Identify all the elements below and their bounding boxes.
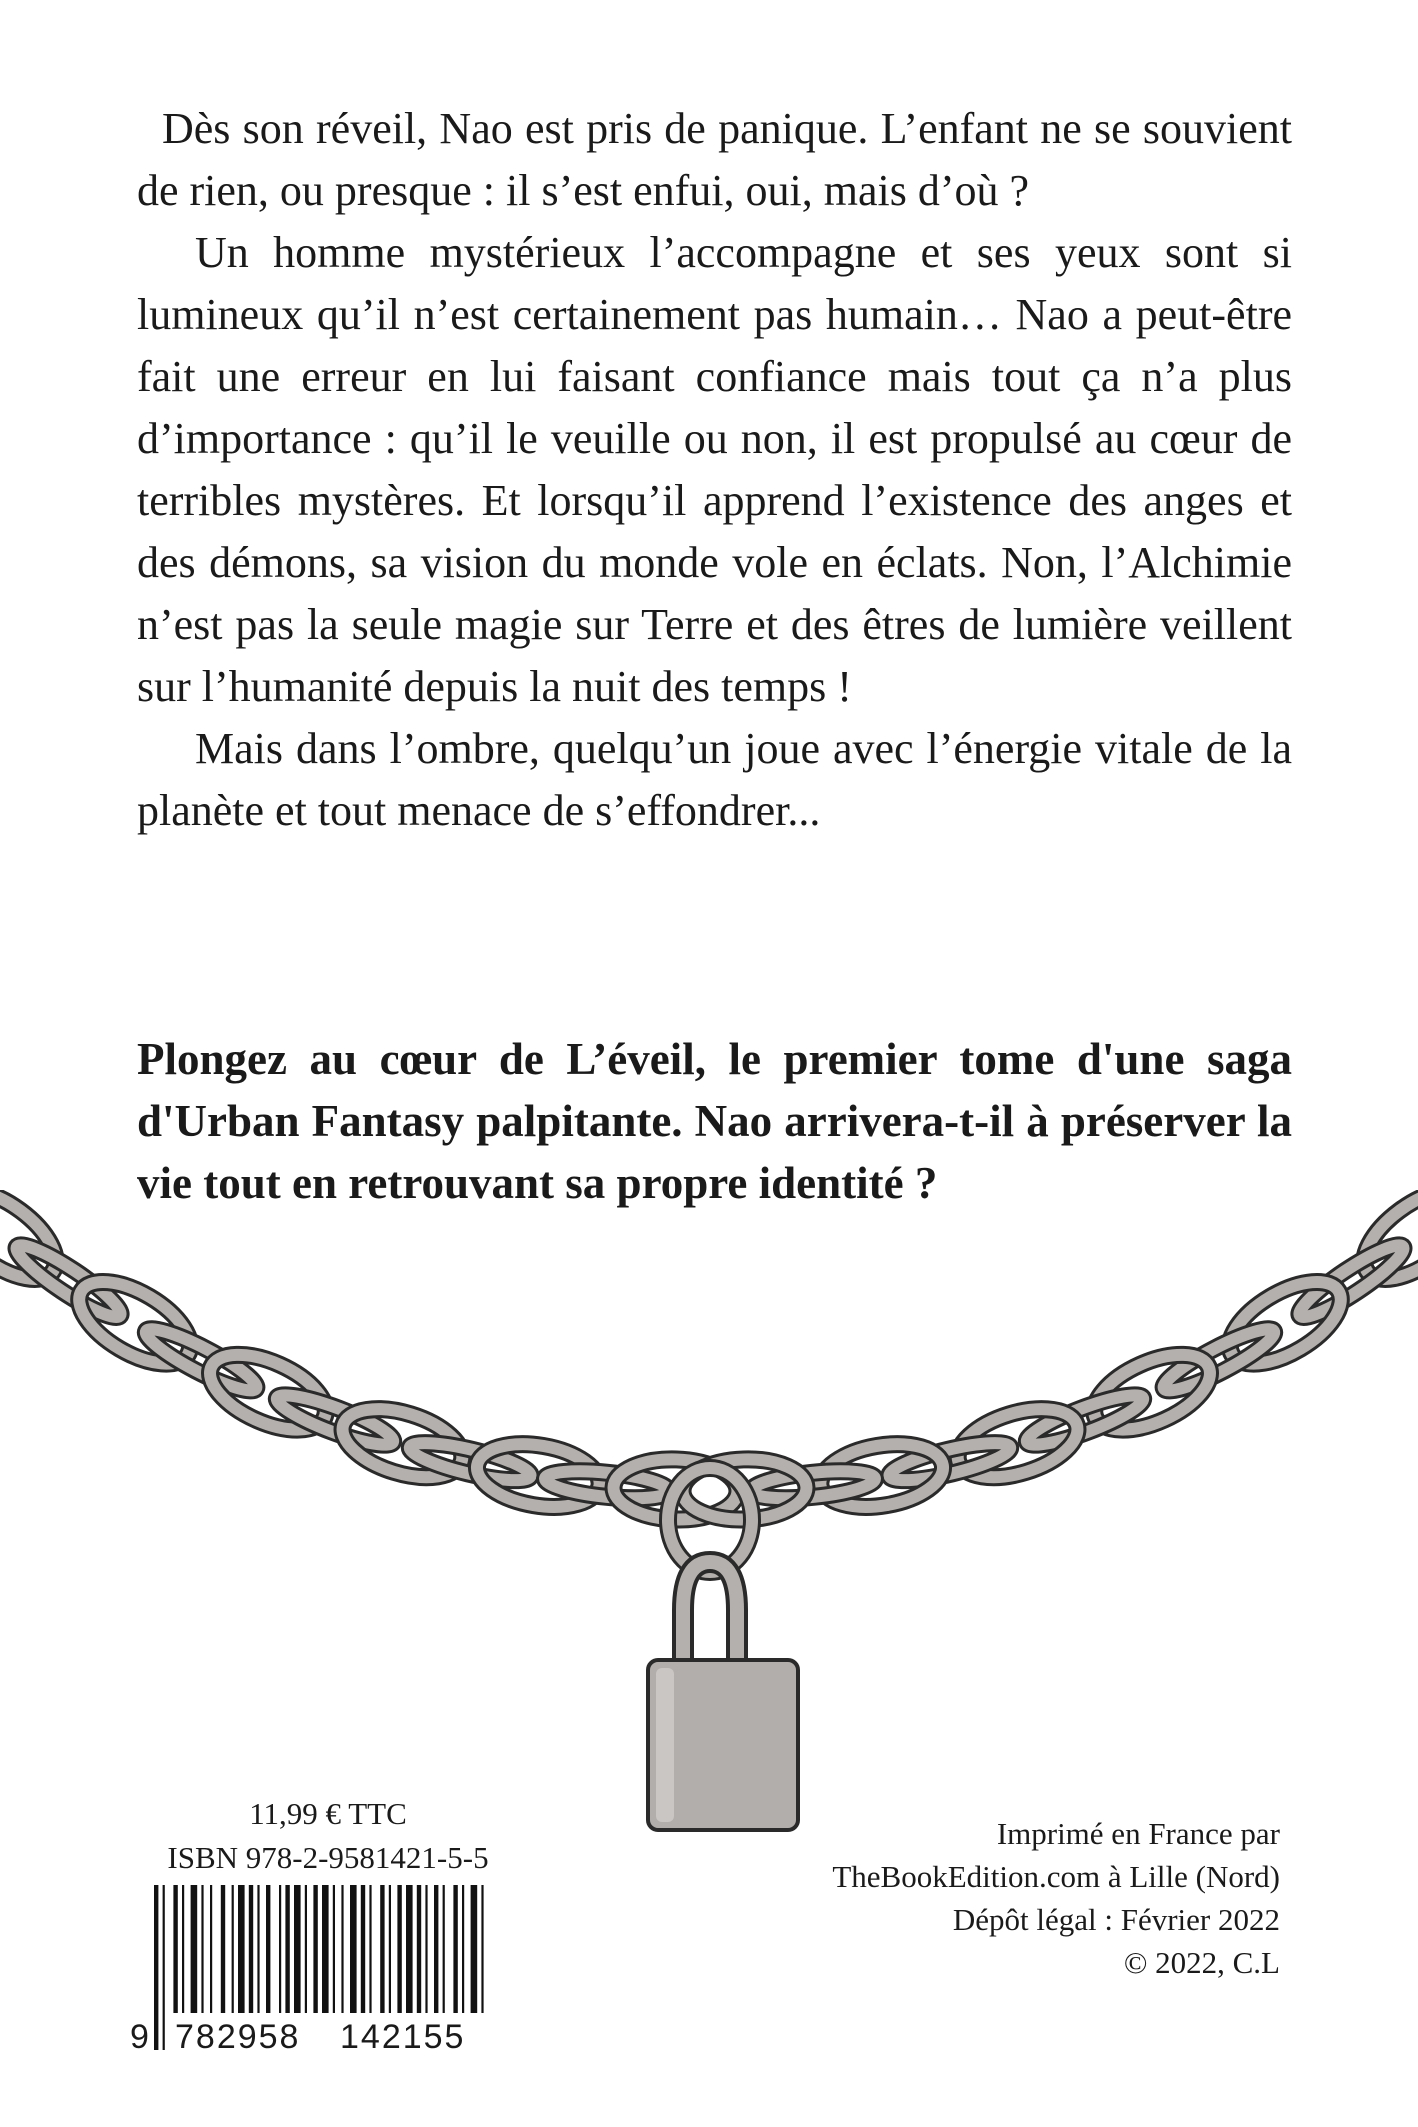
blurb-paragraph: Mais dans l’ombre, quelqu’un joue avec l’énergie vitale de la planète et tout menace de s’effondrer... <box>137 724 1292 835</box>
imprint-line: © 2022, C.L <box>1123 1945 1280 1980</box>
imprint-block <box>660 1812 1280 1984</box>
back-cover-blurb <box>137 98 1292 842</box>
imprint-line: TheBookEdition.com à Lille (Nord) <box>832 1859 1280 1894</box>
blurb-paragraph: Dès son réveil, Nao est pris de panique. L’enfant ne se souvient de rien, ou presque : il s’est enfui, oui, mais d’où ? <box>137 104 1292 215</box>
barcode-digits-right: 142155 <box>340 2018 466 2056</box>
blurb-paragraph: Un homme mystérieux l’accompagne et ses yeux sont si lumineux qu’il n’est certainement pas humain… Nao a peut-être fait une erreur en lui faisant confiance mais tout ça n’a plus d’importance : qu’il le veuille ou non, il est propulsé au cœur de terribles mystères. Et lorsqu’il apprend l’existence des anges et des démons, sa vision du monde vole en éclats. Non, l’Alchimie n’est pas la seule magie sur Terre et des êtres de lumière veillent sur l’humanité depuis la nuit des temps ! <box>137 228 1292 711</box>
chain-links <box>0 1190 1418 1572</box>
imprint-line: Dépôt légal : Février 2022 <box>952 1902 1280 1937</box>
chain-padlock-illustration <box>0 1190 1418 1860</box>
imprint-line: Imprimé en France par <box>996 1816 1280 1851</box>
barcode-digits-left: 782958 <box>175 2018 301 2056</box>
barcode-digit-first: 9 <box>130 2018 151 2056</box>
price-label: 11,99 € TTC <box>249 1796 407 1831</box>
padlock-icon <box>648 1562 798 1830</box>
isbn-label: ISBN 978-2-9581421-5-5 <box>167 1840 489 1875</box>
blurb-tagline: Plongez au cœur de L’éveil, le premier tome d'une saga d'Urban Fantasy palpitante. Nao arrivera-t-il à préserver la vie tout en retrouvant sa propre identité ? <box>137 1034 1292 1208</box>
